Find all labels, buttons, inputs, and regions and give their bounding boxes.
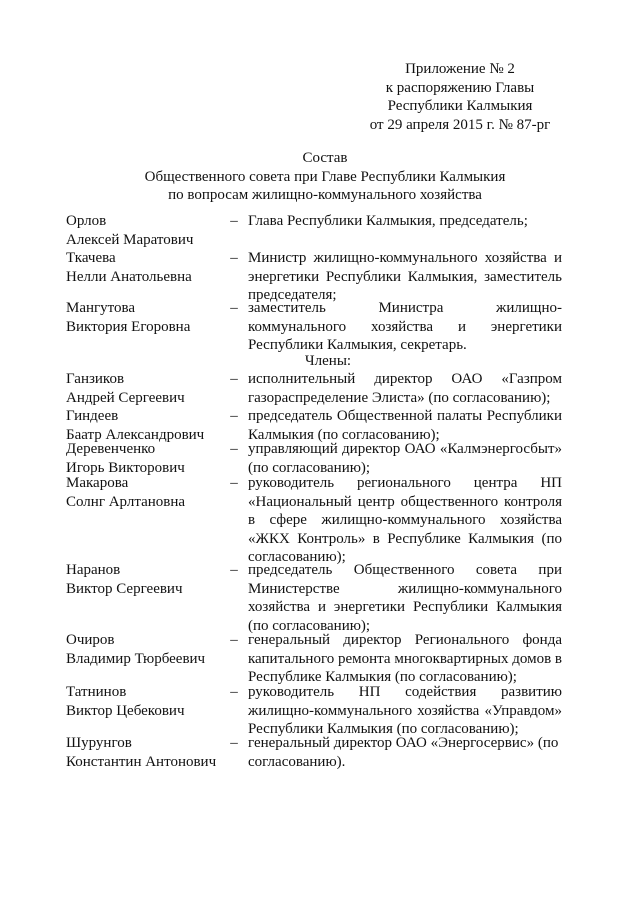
member-role: исполнительный директор ОАО «Газпром газораспределение Элиста» (по согласованию); xyxy=(248,371,562,406)
member-role: председатель Общественной палаты Республики Калмыкия (по согласованию); xyxy=(248,408,562,443)
member-given-name: Виктория Егоровна xyxy=(66,318,191,335)
dash-separator: – xyxy=(230,735,238,751)
member-name xyxy=(66,407,226,444)
member-surname: Деревенченко xyxy=(66,441,156,457)
member-name xyxy=(66,474,226,511)
appendix-header xyxy=(360,60,560,134)
dash-separator: – xyxy=(230,562,238,578)
member-given-name: Алексей Маратович xyxy=(66,231,194,248)
member-role: Глава Республики Калмыкия, председатель; xyxy=(248,213,528,229)
member-name xyxy=(66,734,226,771)
appendix-line: к распоряжению Главы xyxy=(385,79,535,96)
dash-separator: – xyxy=(230,684,238,700)
member-given-name: Солнг Арлтановна xyxy=(66,493,186,510)
dash-separator: – xyxy=(230,371,238,387)
member-surname: Макарова xyxy=(66,475,129,491)
member-role: Министр жилищно-коммунального хозяйства и энергетики Республики Калмыкия, заместитель председателя; xyxy=(248,250,562,303)
member-name xyxy=(66,370,226,407)
member-given-name: Виктор Цебекович xyxy=(66,702,185,719)
member-given-name: Нелли Анатольевна xyxy=(66,268,192,285)
member-role: генеральный директор Регионального фонда капитального ремонта многоквартирных домов в Республике Калмыкия (по согласованию); xyxy=(248,632,562,685)
member-role: председатель Общественного совета при Министерстве жилищно-коммунального хозяйства и энергетики Республики Калмыкия (по согласованию); xyxy=(248,562,562,634)
member-given-name: Игорь Викторович xyxy=(66,459,185,476)
member-given-name: Константин Антонович xyxy=(66,753,217,770)
member-role: руководитель регионального центра НП «Национальный центр общественного контроля в сфере жилищно-коммунального хозяйства «ЖКХ Контроль» в Республике Калмыкия (по согласованию); xyxy=(248,475,562,565)
member-name xyxy=(66,212,226,249)
member-given-name: Владимир Тюрбеевич xyxy=(66,650,206,667)
title-line: Общественного совета при Главе Республики Калмыкия xyxy=(144,168,506,185)
appendix-line: от 29 апреля 2015 г. № 87-рг xyxy=(369,116,551,133)
member-role: управляющий директор ОАО «Калмэнергосбыт» (по согласованию); xyxy=(248,441,562,476)
dash-separator: – xyxy=(230,441,238,457)
member-name xyxy=(66,683,226,720)
member-given-name: Баатр Александрович xyxy=(66,426,205,443)
member-surname: Мангутова xyxy=(66,300,136,316)
member-given-name: Андрей Сергеевич xyxy=(66,389,185,406)
members-section-label: Члены: xyxy=(304,353,352,369)
member-surname: Очиров xyxy=(66,632,115,648)
member-name xyxy=(66,299,226,336)
member-given-name: Виктор Сергеевич xyxy=(66,580,183,597)
member-surname: Ткачева xyxy=(66,250,116,266)
member-surname: Шурунгов xyxy=(66,735,132,751)
member-role: генеральный директор ОАО «Энергосервис» (по согласованию). xyxy=(248,735,559,770)
appendix-line: Республики Калмыкия xyxy=(387,98,533,114)
member-role: заместитель Министра жилищно-коммунального хозяйства и энергетики Республики Калмыкия, секретарь. xyxy=(248,300,562,353)
member-role: руководитель НП содействия развитию жилищно-коммунального хозяйства «Управдом» Республики Калмыкия (по согласованию); xyxy=(248,684,562,737)
member-surname: Ганзиков xyxy=(66,371,125,387)
dash-separator: – xyxy=(230,250,238,266)
member-name xyxy=(66,631,226,668)
member-surname: Татнинов xyxy=(66,684,127,700)
dash-separator: – xyxy=(230,475,238,491)
member-surname: Гиндеев xyxy=(66,408,119,424)
title-line: Состав xyxy=(302,150,348,166)
dash-separator: – xyxy=(230,408,238,424)
member-name xyxy=(66,249,226,286)
member-name xyxy=(66,440,226,477)
member-surname: Наранов xyxy=(66,562,121,578)
dash-separator: – xyxy=(230,213,238,229)
dash-separator: – xyxy=(230,632,238,648)
member-surname: Орлов xyxy=(66,213,107,229)
appendix-line: Приложение № 2 xyxy=(405,61,515,77)
title-line: по вопросам жилищно-коммунального хозяйства xyxy=(168,187,482,203)
document-title xyxy=(100,149,550,205)
member-name xyxy=(66,561,226,598)
dash-separator: – xyxy=(230,300,238,316)
